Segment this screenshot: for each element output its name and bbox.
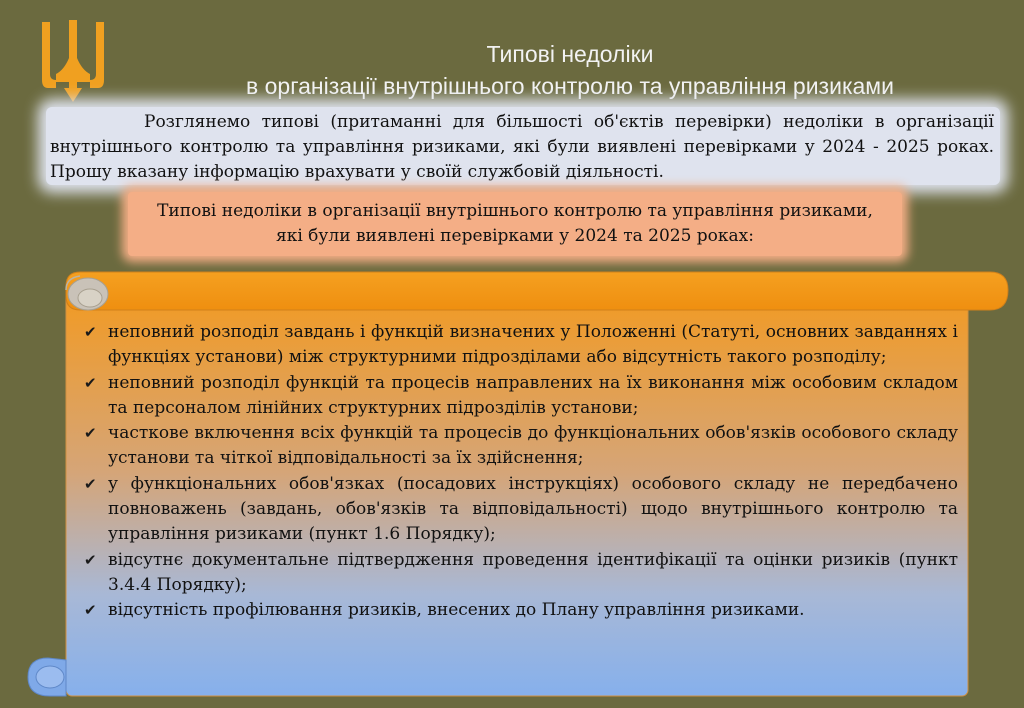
list-item-text: відсутнє документальне підтвердження проведення ідентифікації та оцінки ризиків (пункт 3.4.4 Порядку); [108, 549, 958, 595]
list-item [76, 548, 958, 599]
checkmark-icon: ✔ [84, 424, 97, 443]
list-item-text: відсутність профілювання ризиків, внесених до Плану управління ризиками. [108, 600, 805, 621]
list-item [76, 371, 958, 422]
list-item [76, 421, 958, 472]
list-item [76, 320, 958, 371]
checkmark-icon: ✔ [84, 323, 97, 341]
list-item [76, 472, 958, 548]
intro-text: Розглянемо типові (притаманні для більшості об'єктів перевірки) недоліки в організації внутрішнього контролю та управління ризиками, які були виявлені перевірками у 2024 - 2025 роках. Прошу вказану інформацію врахувати у своїй службовій діяльності. [50, 112, 994, 182]
list-item [76, 598, 958, 623]
subheading-line-1: Типові недоліки в організації внутрішнього контролю та управління ризиками, [157, 201, 873, 221]
list-item-text: часткове включення всіх функцій та процесів до функціональних обов'язків особового складу установи та чіткої відповідальності за їх здійснення; [108, 423, 958, 469]
title-line-1: Типові недоліки [486, 41, 654, 67]
checkmark-icon: ✔ [84, 601, 97, 620]
list-item-text: неповний розподіл завдань і функцій визначених у Положенні (Статуті, основних завданнях і функціях установи) між структурними підрозділами або відсутність такого розподілу; [108, 322, 958, 368]
checkmark-icon: ✔ [84, 474, 97, 493]
title-line-2: в організації внутрішнього контролю та управління ризиками [246, 73, 894, 99]
list-item-text: неповний розподіл функцій та процесів направлених на їх виконання між особовим складом та персоналом лінійних структурних підрозділів установи; [108, 372, 958, 418]
subheading-line-2: які були виявлені перевірками у 2024 та 2025 роках: [275, 226, 754, 246]
checkmark-icon: ✔ [84, 550, 97, 569]
shortcomings-list [76, 320, 958, 624]
checkmark-icon: ✔ [84, 373, 97, 392]
list-item-text: у функціональних обов'язках (посадових інструкціях) особового складу не передбачено повноважень (завдань, обов'язків та відповідальності) щодо внутрішнього контролю та управління ризиками (пункт 1.6 Порядку); [108, 473, 958, 545]
